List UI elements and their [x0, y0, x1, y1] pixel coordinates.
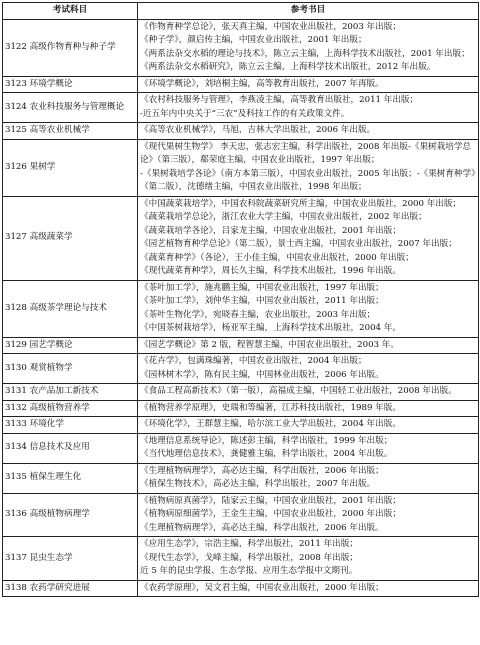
ref-entry: 《应用生态学》，宗浩主编，科学出版社，2011 年出版；	[140, 539, 358, 549]
ref-entry: 《中国茶树栽培学》，杨亚军主编，上海科学技术出版社，2004 年。	[140, 323, 401, 333]
ref-entry: 《农村科技服务与管理》，李燕凌主编，高等教育出版社，2011 年出版；	[140, 95, 419, 105]
ref-entry: 《蔬菜栽培学总论》，浙江农业大学主编，中国农业出版社，2002 年出版；	[140, 212, 427, 222]
table-row	[3, 417, 479, 434]
ref-entry: 《现代果树生物学》 李天忠，张志宏主编，科学出版社，2008 年出版-《果树栽培学总论》（第三版），郗荣庭主编，中国农业出版社，1997 年出版；	[140, 141, 472, 165]
subject-cell: 3133 环境化学	[3, 417, 138, 434]
refs-cell	[138, 384, 479, 401]
refs-cell	[138, 493, 479, 537]
refs-cell	[138, 417, 479, 434]
subject-cell: 3125 高等农业机械学	[3, 123, 138, 140]
table-row	[3, 280, 479, 337]
ref-entry: 《种子学》，颜启传主编，中国农业出版社，2001 年出版；	[140, 35, 367, 45]
ref-entry: 《地理信息系统导论》，陈述彭主编，科学出版社，1999 年出版；	[140, 435, 393, 446]
ref-entry: -近五年内中央关于“三农”及科技工作的有关政策文件。	[140, 108, 350, 119]
table-row	[3, 493, 479, 537]
ref-entry: 《植物营养学原理》，史瑞和等编著，江苏科技出版社，1989 年版。	[140, 402, 401, 413]
header-refs: 参考书目	[138, 3, 479, 20]
table-row	[3, 139, 479, 196]
table-body	[3, 19, 479, 597]
ref-entry: 《农药学原理》，吴文君主编，中国农业出版社，2000 年出版；	[140, 582, 384, 593]
ref-entry: 近 5 年的昆虫学报、生态学报、应用生态学报中文期刊。	[140, 566, 358, 576]
header-row	[3, 3, 479, 20]
ref-entry: 《植物病原细菌学》，王金生主编，中国农业出版社，2000 年出版；	[140, 509, 401, 519]
subject-cell: 3123 环境学概论	[3, 76, 138, 93]
refs-cell	[138, 280, 479, 337]
ref-entry: 《生理植物病理学》，高必达主编，科学出版社，2006 年出版。	[140, 522, 384, 533]
refs-cell	[138, 580, 479, 597]
subject-cell: 3122 高级作物育种与种子学	[3, 19, 138, 76]
table-row	[3, 433, 479, 463]
ref-entry: 《植保生物技术》，高必达主编，科学出版社，2007 年出版。	[140, 479, 376, 489]
refs-cell	[138, 123, 479, 140]
table-row	[3, 537, 479, 581]
table-row	[3, 337, 479, 354]
bibliography-table	[2, 2, 479, 597]
refs-cell	[138, 93, 479, 123]
ref-entry: 《环境化学》，王群慧主编，哈尔滨工业大学出版社，2004 年出版。	[140, 419, 401, 429]
ref-entry: 《蔬菜栽培学各论》，吕家龙主编，中国农业出版社，2001 年出版；	[140, 225, 401, 236]
subject-cell: 3127 高级蔬菜学	[3, 196, 138, 280]
ref-entry: 《现代生态学》，戈峰主编，科学出版社，2008 年出版；	[140, 552, 358, 563]
subject-cell: 3124 农业科技服务与管理概论	[3, 93, 138, 123]
ref-entry: 《食品工程高新技术》（第一版），高福成主编，中国轻工业出版社，2008 年出版。	[140, 386, 457, 396]
table-row	[3, 384, 479, 401]
subject-cell: 3135 植保生理生化	[3, 463, 138, 493]
ref-entry: 《园艺学概论》第 2 版，程智慧主编，中国农业出版社，2003 年。	[140, 339, 399, 350]
refs-cell	[138, 337, 479, 354]
ref-entry: 《园林树木学》，陈有民主编，中国林业出版社，2006 年出版。	[140, 369, 384, 380]
table-row	[3, 580, 479, 597]
ref-entry: 《两系法杂交水稻研究》，陈立云主编，上海科学技术出版社，2012 年出版。	[140, 62, 436, 72]
refs-cell	[138, 76, 479, 93]
table-row	[3, 123, 479, 140]
ref-entry: 《生理植物病理学》，高必达主编，科学出版社，2006 年出版；	[140, 465, 384, 476]
table-row	[3, 19, 479, 76]
ref-entry: 《茶叶加工学》，刘仲华主编，中国农业出版社，2011 年出版；	[140, 296, 384, 306]
subject-cell: 3129 园艺学概论	[3, 337, 138, 354]
refs-cell	[138, 354, 479, 384]
subject-cell: 3134 信息技术及应用	[3, 433, 138, 463]
ref-entry: 《当代地理信息技术》，龚健雅主编，科学出版社，2004 年出版。	[140, 449, 393, 459]
table-row	[3, 463, 479, 493]
table-row	[3, 93, 479, 123]
header-subject: 考试科目	[3, 3, 138, 20]
ref-entry: 《作物育种学总论》，张天真主编，中国农业出版社，2003 年出版；	[140, 21, 401, 32]
ref-entry: 《植物病原真菌学》，陆家云主编，中国农业出版社，2001 年出版；	[140, 495, 401, 506]
refs-cell	[138, 463, 479, 493]
table-row	[3, 76, 479, 93]
refs-cell	[138, 433, 479, 463]
subject-cell: 3128 高级茶学理论与技术	[3, 280, 138, 337]
ref-entry: -《果树栽培学各论》（南方本第三版），中国农业出版社，2005 年出版；-《果树育种学》（第二版），沈德绪主编，中国农业出版社，1998 年出版；	[140, 168, 476, 192]
subject-cell: 3131 农产品加工新技术	[3, 384, 138, 401]
table-row	[3, 354, 479, 384]
subject-cell: 3138 农药学研究进展	[3, 580, 138, 597]
subject-cell: 3136 高级植物病理学	[3, 493, 138, 537]
refs-cell	[138, 196, 479, 280]
subject-cell: 3137 昆虫生态学	[3, 537, 138, 581]
refs-cell	[138, 19, 479, 76]
refs-cell	[138, 139, 479, 196]
ref-entry: 《中国蔬菜栽培学》，中国农科院蔬菜研究所主编，中国农业出版社，2000 年出版；	[140, 198, 462, 209]
ref-entry: 《蔬菜育种学》（各论），王小佳主编，中国农业出版社，2000 年出版；	[140, 252, 414, 263]
ref-entry: 《花卉学》，包满珠编著，中国农业出版社，2004 年出版；	[140, 356, 367, 366]
refs-cell	[138, 537, 479, 581]
ref-entry: 《茶叶生物化学》，宛晓春主编，农业出版社，2003 年出版；	[140, 309, 376, 320]
table-row	[3, 400, 479, 417]
ref-entry: 《茶叶加工学》，施兆鹏主编，中国农业出版社，1997 年出版；	[140, 282, 384, 293]
subject-cell: 3126 果树学	[3, 139, 138, 196]
ref-entry: 《环境学概论》，刘培桐主编，高等教育出版社，2007 年再版。	[140, 78, 384, 89]
ref-entry: 《园艺植物育种学总论》（第二版），景士西主编，中国农业出版社，2007 年出版；	[140, 239, 457, 249]
subject-cell: 3130 观赏植物学	[3, 354, 138, 384]
subject-cell: 3132 高级植物营养学	[3, 400, 138, 417]
ref-entry: 《现代蔬菜育种学》，周长久主编，科学技术出版社，1996 年出版。	[140, 266, 401, 276]
ref-entry: 《两系法杂交水稻的理论与技术》，陈立云主编，上海科学技术出版社，2001 年出版；	[140, 48, 470, 59]
refs-cell	[138, 400, 479, 417]
table-row	[3, 196, 479, 280]
ref-entry: 《高等农业机械学》，马旭，吉林大学出版社，2006 年出版。	[140, 125, 376, 135]
